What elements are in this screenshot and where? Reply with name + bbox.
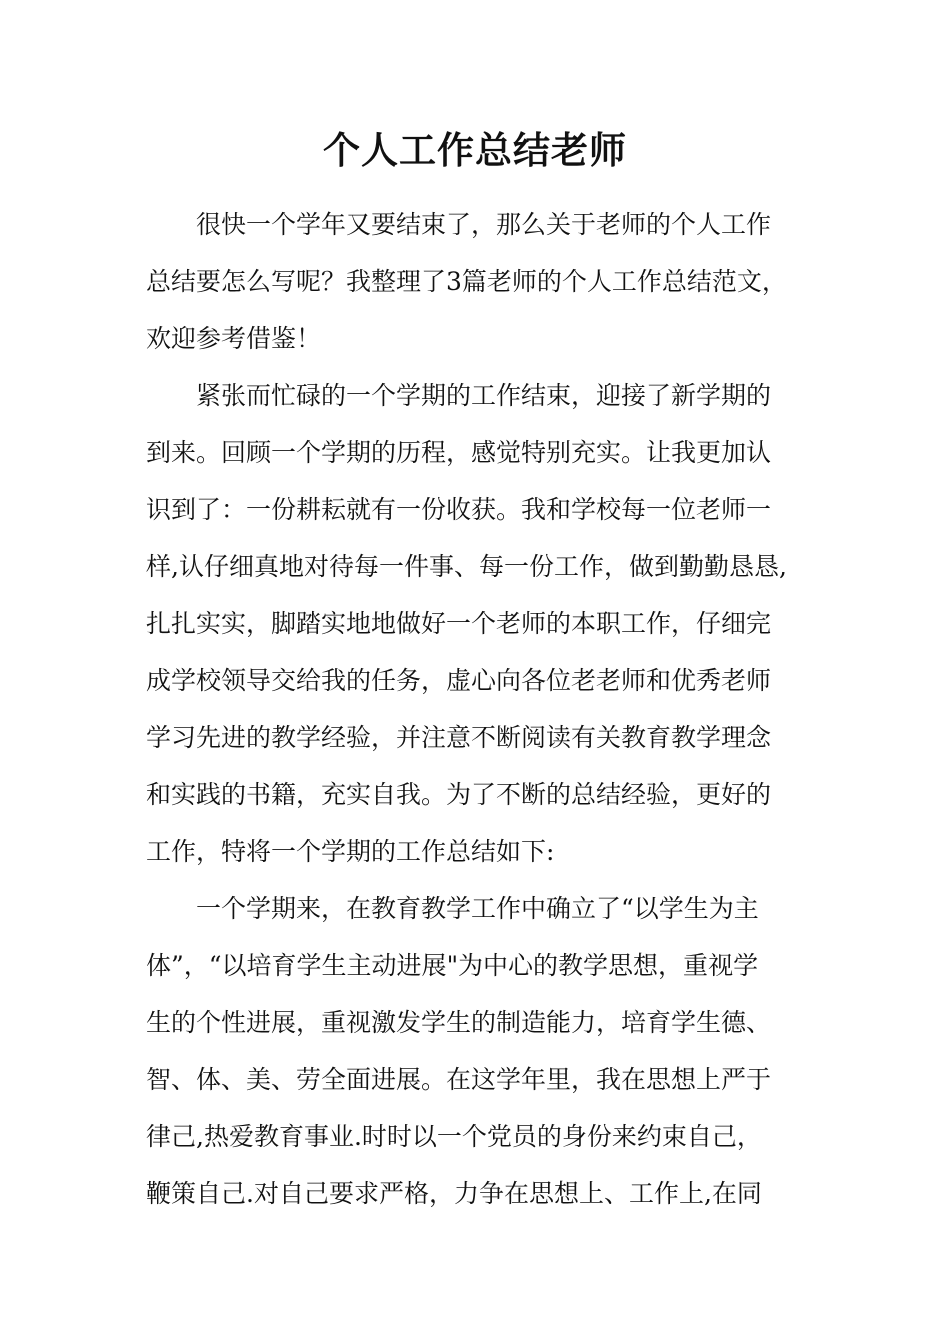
text-line: 鞭策自己.对自己要求严格，力争在思想上、工作上,在同 bbox=[146, 1179, 762, 1208]
text-line: 和实践的书籍，充实自我。为了不断的总结经验，更好的 bbox=[146, 780, 772, 809]
text-line: 欢迎参考借鉴！ bbox=[146, 324, 322, 353]
text-line: 体”，“以培育学生主动进展"为中心的教学思想，重视学 bbox=[146, 951, 759, 980]
document-title: 个人工作总结老师 bbox=[323, 128, 627, 172]
text-line: 扎扎实实，脚踏实地地做好一个老师的本职工作，仔细完 bbox=[146, 609, 772, 638]
text-line: 智、体、美、劳全面进展。在这学年里，我在思想上严于 bbox=[146, 1065, 772, 1094]
text-line: 生的个性进展，重视激发学生的制造能力，培育学生德、 bbox=[146, 1008, 772, 1037]
text-line: 样,认仔细真地对待每一件事、每一份工作，做到勤勤恳恳, bbox=[146, 552, 787, 581]
text-line: 总结要怎么写呢？我整理了3篇老师的个人工作总结范文， bbox=[146, 267, 787, 296]
text-line: 一个学期来，在教育教学工作中确立了“以学生为主 bbox=[196, 894, 759, 923]
text-line: 工作，特将一个学期的工作总结如下: bbox=[146, 837, 555, 866]
text-line: 很快一个学年又要结束了，那么关于老师的个人工作 bbox=[196, 210, 772, 239]
paragraph-intro bbox=[146, 196, 806, 367]
paragraph-summary bbox=[146, 367, 806, 880]
text-line: 成学校领导交给我的任务，虚心向各位老老师和优秀老师 bbox=[146, 666, 772, 695]
paragraph-teaching bbox=[146, 880, 806, 1222]
text-line: 紧张而忙碌的一个学期的工作结束，迎接了新学期的 bbox=[196, 381, 772, 410]
text-line: 识到了：一份耕耘就有一份收获。我和学校每一位老师一 bbox=[146, 495, 772, 524]
document-body bbox=[146, 196, 806, 1222]
text-line: 学习先进的教学经验，并注意不断阅读有关教育教学理念 bbox=[146, 723, 772, 752]
text-line: 律己,热爱教育事业.时时以一个党员的身份来约束自己， bbox=[146, 1122, 762, 1151]
text-line: 到来。回顾一个学期的历程，感觉特别充实。让我更加认 bbox=[146, 438, 772, 467]
